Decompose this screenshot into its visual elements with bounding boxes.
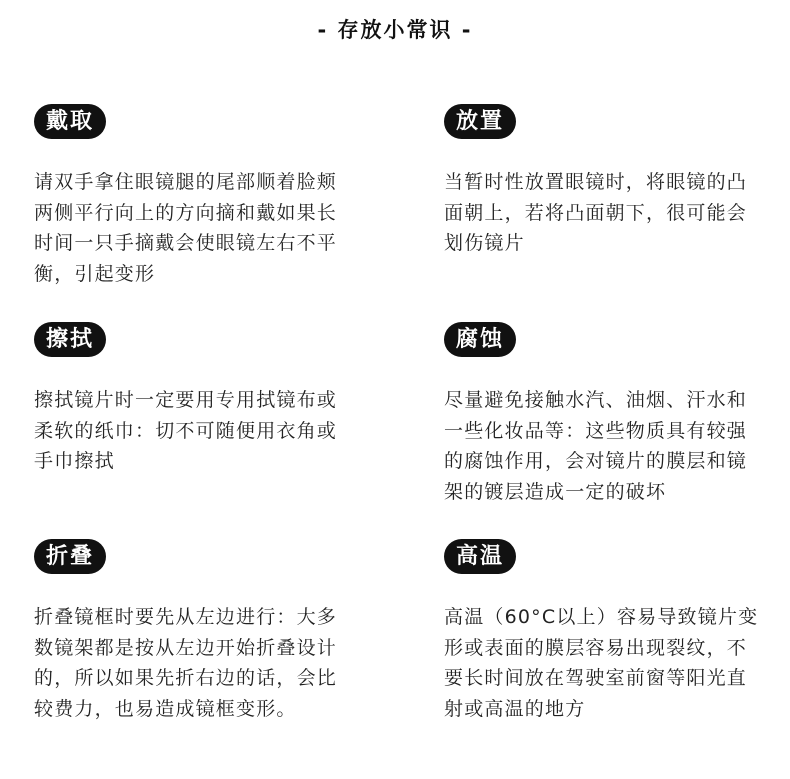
page-title: - 存放小常识 -: [317, 18, 473, 42]
section-heading-badge: 戴取: [34, 104, 106, 139]
section-text: 当暂时性放置眼镜时，将眼镜的凸面朝上，若将凸面朝下，很可能会划伤镜片: [444, 171, 748, 254]
section-high-temperature: [444, 539, 774, 724]
section-text: 尽量避免接触水汽、油烟、汗水和一些化妆品等：这些物质具有较强的腐蚀作用，会对镜片的膜层和镜架的镀层造成一定的破坏: [444, 389, 748, 503]
section-heading-badge: 腐蚀: [444, 322, 516, 357]
section-corrosion: [444, 322, 774, 507]
section-heading-badge: 高温: [444, 539, 516, 574]
section-text: 请双手拿住眼镜腿的尾部顺着脸颊两侧平行向上的方向摘和戴如果长时间一只手摘戴会使眼镜左右不平衡，引起变形: [34, 171, 338, 285]
section-heading-badge: 折叠: [34, 539, 106, 574]
section-wiping: [34, 322, 364, 477]
section-heading-badge: 擦拭: [34, 322, 106, 357]
section-placing: [444, 104, 774, 259]
section-text: 擦拭镜片时一定要用专用拭镜布或柔软的纸巾：切不可随便用衣角或手巾擦拭: [34, 389, 338, 472]
section-folding: [34, 539, 364, 724]
section-text: 折叠镜框时要先从左边进行：大多数镜架都是按从左边开始折叠设计的，所以如果先折右边的话，会比较费力，也易造成镜框变形。: [34, 606, 338, 720]
section-text: 高温（60°C以上）容易导致镜片变形或表面的膜层容易出现裂纹，不要长时间放在驾驶室前窗等阳光直射或高温的地方: [444, 606, 759, 720]
section-heading-badge: 放置: [444, 104, 516, 139]
section-wearing: [34, 104, 364, 289]
